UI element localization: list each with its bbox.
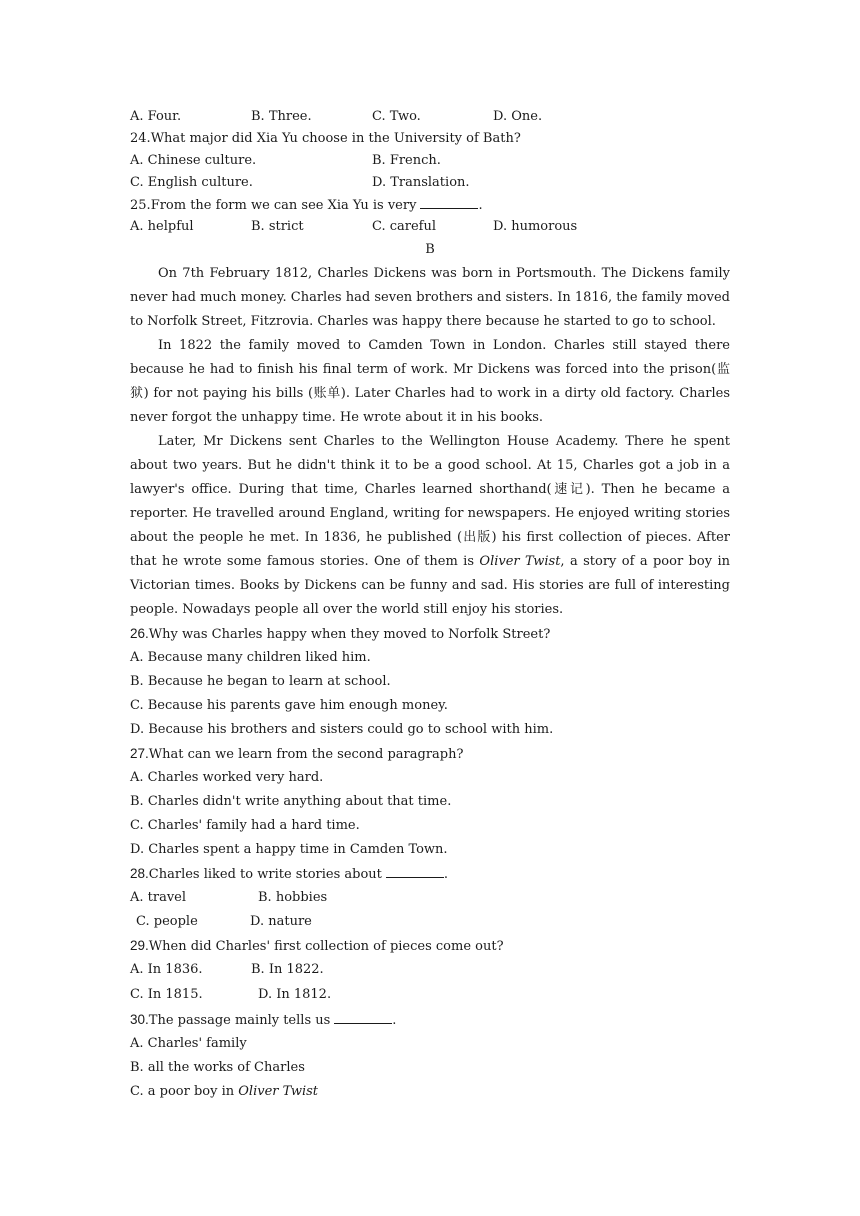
question-25	[130, 194, 730, 216]
q29-options-row1	[130, 958, 730, 982]
question-number: 30.	[130, 1012, 149, 1027]
question-number: 26.	[130, 626, 149, 641]
question-text: Why was Charles happy when they moved to Norfolk Street?	[148, 627, 551, 642]
question-text: What can we learn from the second paragraph?	[148, 747, 464, 762]
paragraph-3-part-2: , a story of a poor boy in Victorian times. Books by Dickens can be funny and sad. His stories are full of interesting people. Nowadays people all over the world still enjoy his stories.	[130, 554, 730, 617]
question-number: 27.	[130, 746, 149, 761]
option-c: C. In 1815.	[130, 987, 203, 1002]
option-d: D. Translation.	[372, 175, 470, 190]
question-number: 25.	[130, 198, 151, 213]
answer-blank	[420, 194, 478, 209]
q24-options-row2	[130, 172, 730, 194]
exam-page	[130, 106, 730, 1104]
option-a: A. travel	[130, 890, 187, 905]
option-a: A. Chinese culture.	[130, 153, 257, 168]
q28-options-row1	[130, 886, 730, 910]
option-a: A. helpful	[130, 219, 194, 234]
option-c: C. careful	[372, 219, 437, 234]
option-b: B. Charles didn't write anything about that time.	[130, 794, 452, 809]
question-text: What major did Xia Yu choose in the University of Bath?	[150, 131, 521, 146]
question-30	[130, 1008, 730, 1032]
option-a: A. Four.	[130, 109, 182, 124]
option-b: B. strict	[251, 219, 304, 234]
question-28	[130, 862, 730, 886]
question-24	[130, 128, 730, 150]
q25-options	[130, 216, 730, 238]
option-c: C. Two.	[372, 109, 421, 124]
option-a: A. Because many children liked him.	[130, 650, 371, 665]
question-number: 24.	[130, 131, 151, 146]
option-d: D. Charles spent a happy time in Camden Town.	[130, 842, 448, 857]
question-text: When did Charles' first collection of pieces come out?	[148, 939, 504, 954]
paragraph-3	[130, 430, 730, 622]
q28-options-row2	[130, 910, 730, 934]
paragraph-3-part-1: Later, Mr Dickens sent Charles to the Wellington House Academy. There he spent about two years. But he didn't think it to be a good school. At 15, Charles got a job in a lawyer's office. During that time, Charles learned shorthand(速记). Then he became a reporter. He travelled around England, writing for newspapers. He enjoyed writing stories about the people he met. In 1836, he published (出版) his first collection of pieces. After that he wrote some famous stories. One of them is	[130, 434, 730, 569]
option-c: C. people	[136, 914, 198, 929]
option-a: A. Charles' family	[130, 1036, 247, 1051]
question-text: Charles liked to write stories about	[148, 867, 382, 882]
option-b: B. hobbies	[258, 890, 328, 905]
question-number: 29.	[130, 938, 149, 953]
answer-blank	[334, 1009, 392, 1024]
book-title: Oliver Twist	[479, 554, 561, 569]
q23-options	[130, 106, 730, 128]
option-d: D. Because his brothers and sisters could go to school with him.	[130, 722, 554, 737]
option-c: C. Charles' family had a hard time.	[130, 818, 360, 833]
question-26	[130, 622, 730, 646]
paragraph-2: In 1822 the family moved to Camden Town in London. Charles still stayed there because he had to finish his final term of work. Mr Dickens was forced into the prison(监狱) for not paying his bills (账单). Later Charles had to work in a dirty old factory. Charles never forgot the unhappy time. He wrote about it in his books.	[130, 338, 730, 425]
reading-passage	[130, 262, 730, 622]
option-b: B. Because he began to learn at school.	[130, 674, 391, 689]
option-b: B. French.	[372, 153, 441, 168]
q24-options-row1	[130, 150, 730, 172]
option-d: D. nature	[250, 914, 312, 929]
option-b: B. Three.	[251, 109, 312, 124]
question-text: From the form we can see Xia Yu is very	[150, 198, 417, 213]
question-end: .	[478, 198, 483, 213]
section-label: B	[425, 242, 435, 257]
question-end: .	[443, 867, 449, 882]
question-number: 28.	[130, 866, 149, 881]
option-b: B. all the works of Charles	[130, 1060, 305, 1075]
question-text: The passage mainly tells us	[148, 1013, 331, 1028]
option-d: D. In 1812.	[258, 987, 332, 1002]
option-d: D. humorous	[493, 219, 578, 234]
option-b: B. In 1822.	[251, 962, 324, 977]
book-title: Oliver Twist	[238, 1084, 318, 1099]
question-27	[130, 742, 730, 766]
question-end: .	[392, 1013, 397, 1028]
paragraph-1: On 7th February 1812, Charles Dickens was born in Portsmouth. The Dickens family never had much money. Charles had seven brothers and sisters. In 1816, the family moved to Norfolk Street, Fitzrovia. Charles was happy there because he started to go to school.	[130, 266, 730, 329]
option-c	[130, 1080, 730, 1104]
option-c: C. Because his parents gave him enough money.	[130, 698, 448, 713]
option-a: A. In 1836.	[130, 962, 203, 977]
option-d: D. One.	[493, 109, 543, 124]
option-a: A. Charles worked very hard.	[130, 770, 324, 785]
answer-blank	[386, 863, 444, 878]
q29-options-row2	[130, 982, 730, 1008]
option-c: C. English culture.	[130, 175, 253, 190]
option-c-text: C. a poor boy in	[130, 1084, 239, 1099]
question-29	[130, 934, 730, 958]
